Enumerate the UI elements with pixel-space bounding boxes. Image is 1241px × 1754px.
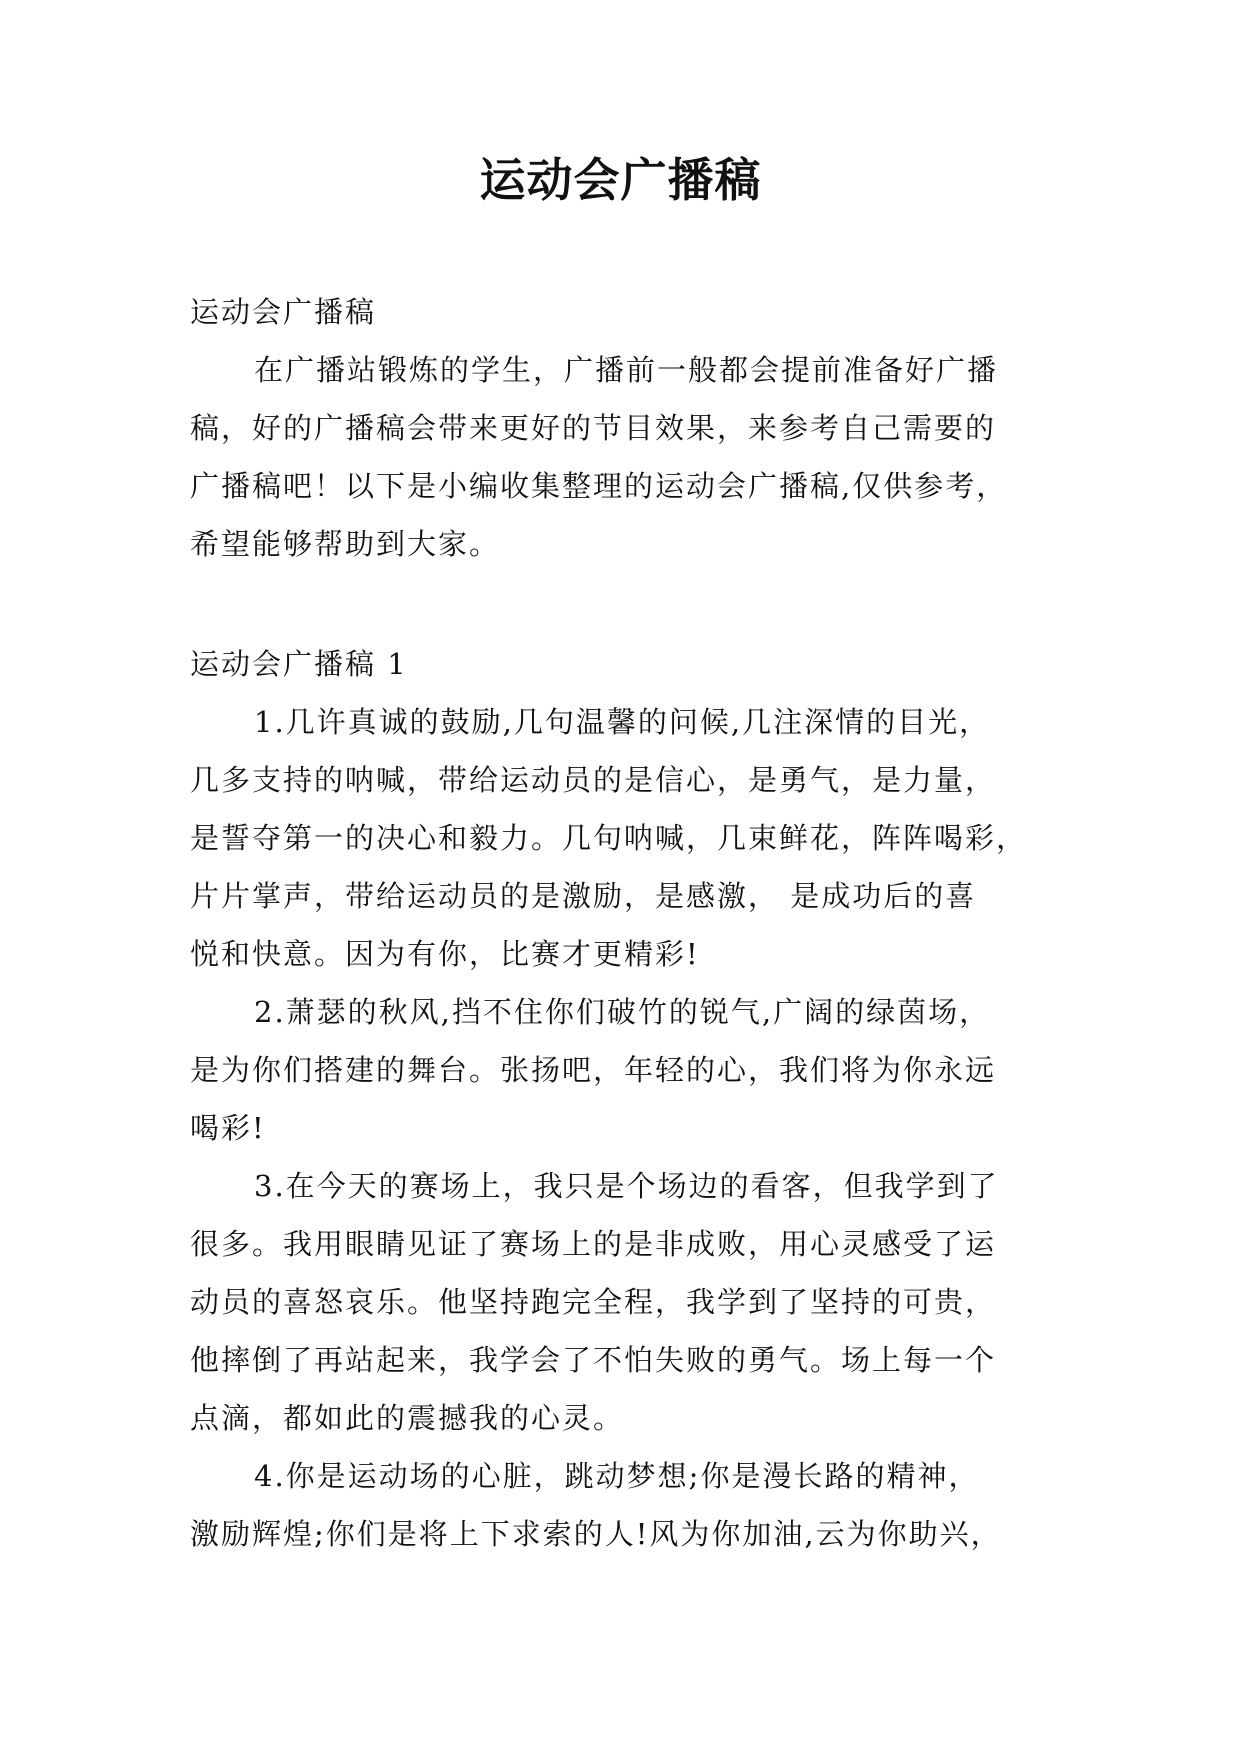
item-2-paragraph <box>190 983 1060 1157</box>
item-line: 3.在今天的赛场上，我只是个场边的看客，但我学到了 <box>254 1169 999 1203</box>
intro-line: 希望能够帮助到大家。 <box>190 527 501 561</box>
document-subtitle: 运动会广播稿 <box>190 295 377 329</box>
document-body <box>190 283 1060 1563</box>
item-1-paragraph <box>190 693 1060 983</box>
item-3-paragraph <box>190 1157 1060 1447</box>
item-4-paragraph <box>190 1447 1060 1563</box>
item-line: 喝彩! <box>190 1111 266 1145</box>
item-line: 2.萧瑟的秋风,挡不住你们破竹的锐气,广阔的绿茵场， <box>254 995 991 1029</box>
section-heading: 运动会广播稿 1 <box>190 647 408 681</box>
section-gap <box>190 573 1060 635</box>
item-line: 1.几许真诚的鼓励,几句温馨的问候,几注深情的目光， <box>254 705 991 739</box>
item-line: 片片掌声，带给运动员的是激励，是感激， 是成功后的喜 <box>190 879 977 913</box>
item-line: 是誓夺第一的决心和毅力。几句呐喊，几束鲜花，阵阵喝彩， <box>190 821 1028 855</box>
item-line: 是为你们搭建的舞台。张扬吧，年轻的心，我们将为你永远 <box>190 1053 997 1087</box>
item-line: 悦和快意。因为有你，比赛才更精彩! <box>190 937 700 971</box>
intro-line: 广播稿吧！以下是小编收集整理的运动会广播稿,仅供参考， <box>190 469 1008 503</box>
intro-line: 在广播站锻炼的学生，广播前一般都会提前准备好广播 <box>254 353 999 387</box>
document-title: 运动会广播稿 <box>479 153 762 207</box>
intro-line: 稿，好的广播稿会带来更好的节目效果，来参考自己需要的 <box>190 411 997 445</box>
item-line: 激励辉煌;你们是将上下求索的人!风为你加油,云为你助兴， <box>190 1517 1002 1551</box>
item-line: 他摔倒了再站起来，我学会了不怕失败的勇气。场上每一个 <box>190 1343 997 1377</box>
item-line: 点滴，都如此的震撼我的心灵。 <box>190 1401 625 1435</box>
item-line: 动员的喜怒哀乐。他坚持跑完全程，我学到了坚持的可贵， <box>190 1285 997 1319</box>
item-line: 几多支持的呐喊，带给运动员的是信心，是勇气，是力量， <box>190 763 997 797</box>
item-line: 4.你是运动场的心脏，跳动梦想;你是漫长路的精神， <box>254 1459 980 1493</box>
item-line: 很多。我用眼睛见证了赛场上的是非成败，用心灵感受了运 <box>190 1227 997 1261</box>
intro-paragraph <box>190 341 1060 573</box>
